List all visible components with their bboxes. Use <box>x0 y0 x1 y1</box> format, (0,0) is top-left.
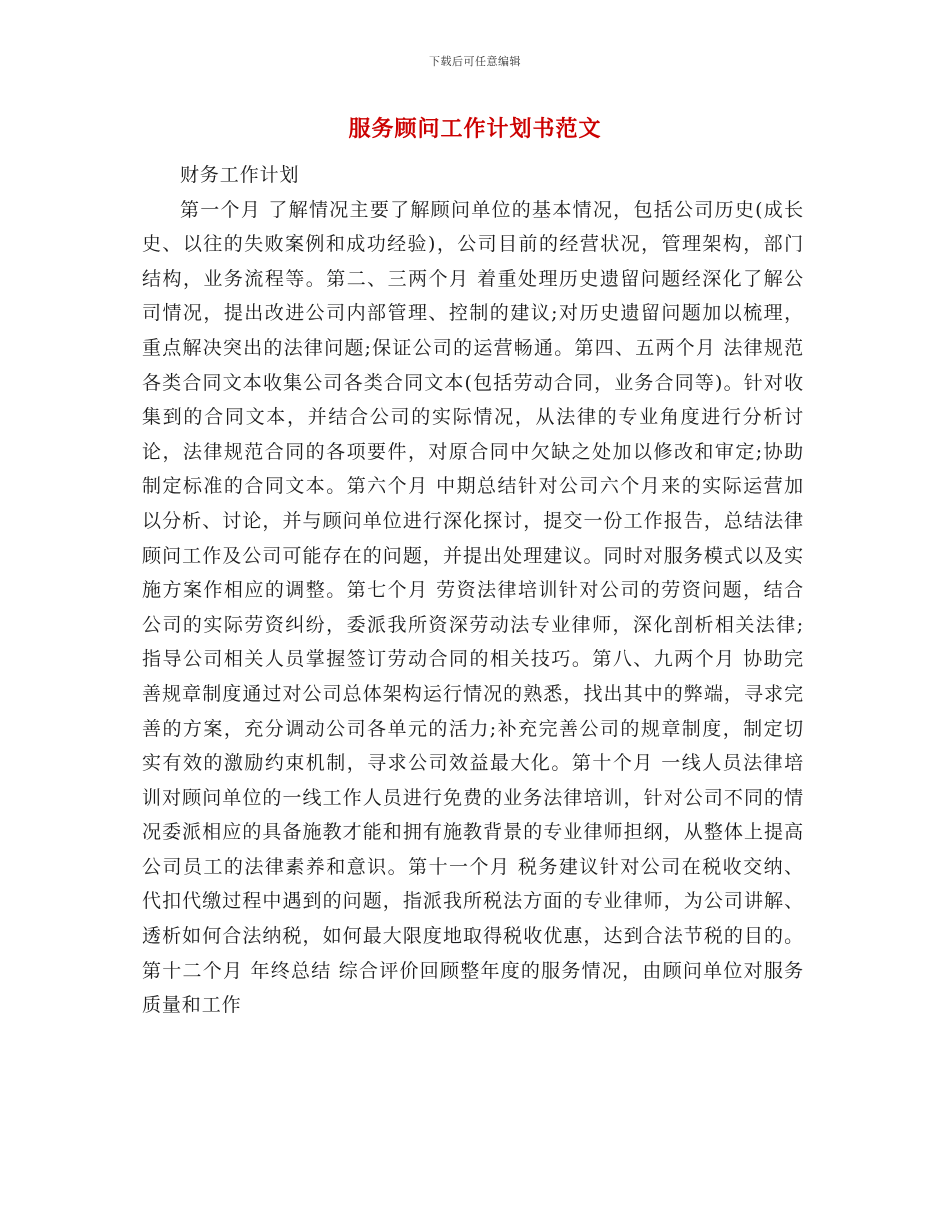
section-heading: 财务工作计划 <box>180 164 300 186</box>
page-header-note: 下载后可任意编辑 <box>429 55 521 68</box>
document-body <box>142 158 804 1023</box>
document-title: 服务顾问工作计划书范文 <box>348 116 602 142</box>
body-paragraph: 第一个月 了解情况主要了解顾问单位的基本情况，包括公司历史(成长史、以往的失败案例和成功经验)，公司目前的经营状况，管理架构，部门结构，业务流程等。第二、三两个月 着重处理历史遗留问题经深化了解公司情况，提出改进公司内部管理、控制的建议;对历史遗留问题加以梳理，重点解决突出的法律问题;保证公司的运营畅通。第四、五两个月 法律规范各类合同文本收集公司各类合同文本(包括劳动合同，业务合同等)。针对收集到的合同文本，并结合公司的实际情况，从法律的专业角度进行分析讨论，法律规范合同的各项要件，对原合同中欠缺之处加以修改和审定;协助制定标准的合同文本。第六个月 中期总结针对公司六个月来的实际运营加以分析、讨论，并与顾问单位进行深化探讨，提交一份工作报告，总结法律顾问工作及公司可能存在的问题，并提出处理建议。同时对服务模式以及实施方案作相应的调整。第七个月 劳资法律培训针对公司的劳资问题，结合公司的实际劳资纠纷，委派我所资深劳动法专业律师，深化剖析相关法律;指导公司相关人员掌握签订劳动合同的相关技巧。第八、九两个月 协助完善规章制度通过对公司总体架构运行情况的熟悉，找出其中的弊端，寻求完善的方案，充分调动公司各单元的活力;补充完善公司的规章制度，制定切实有效的激励约束机制，寻求公司效益最大化。第十个月 一线人员法律培训对顾问单位的一线工作人员进行免费的业务法律培训，针对公司不同的情况委派相应的具备施教才能和拥有施教背景的专业律师担纲，从整体上提高公司员工的法律素养和意识。第十一个月 税务建议针对公司在税收交纳、代扣代缴过程中遇到的问题，指派我所税法方面的专业律师，为公司讲解、透析如何合法纳税，如何最大限度地取得税收优惠，达到合法节税的目的。第十二个月 年终总结 综合评价回顾整年度的服务情况，由顾问单位对服务质量和工作 <box>142 198 804 1017</box>
